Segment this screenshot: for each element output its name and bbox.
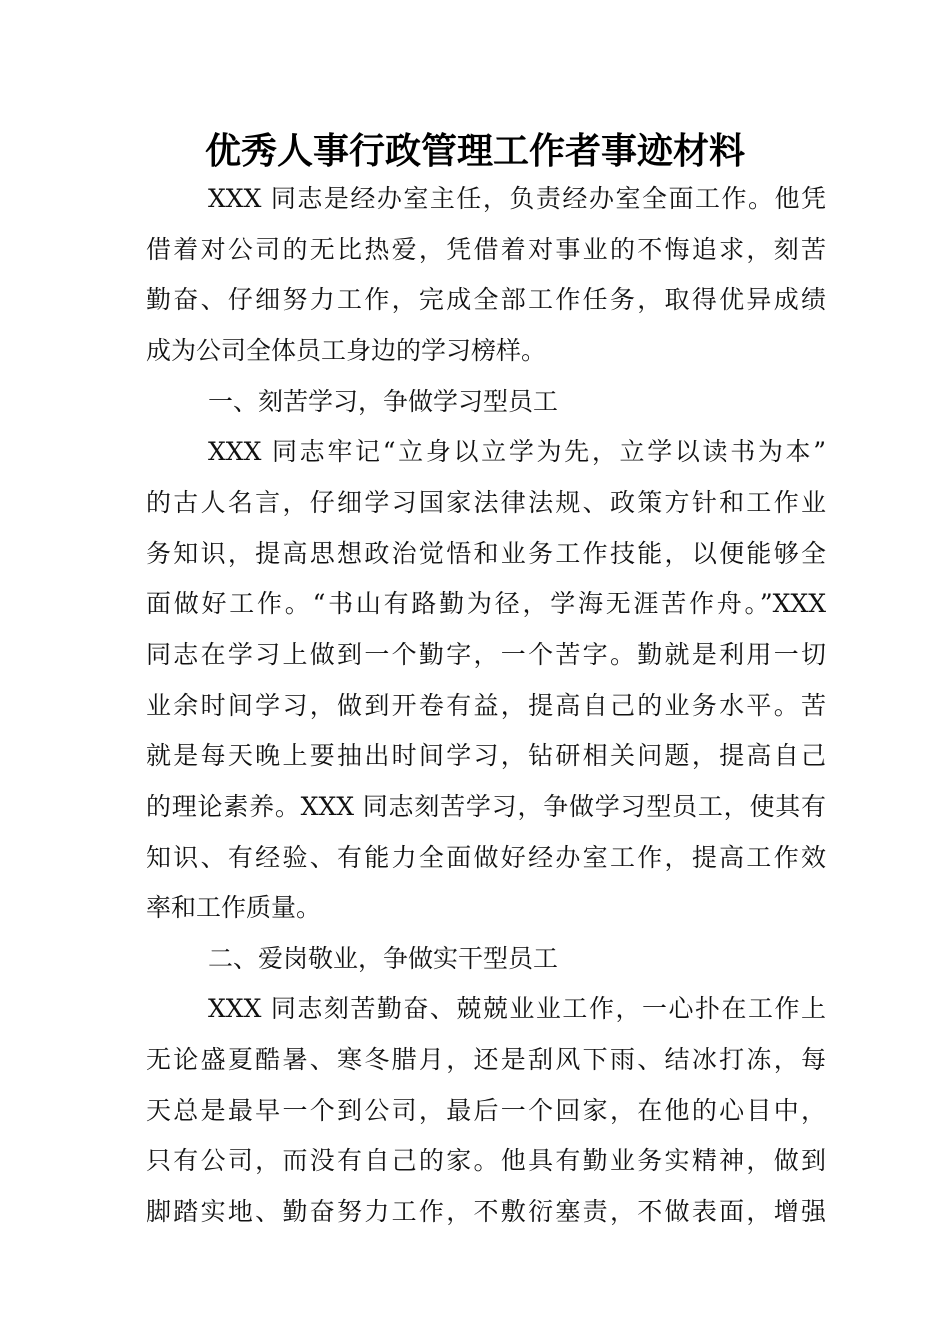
paragraph-2-line-8: 的理论素养。XXX 同志刻苦学习，争做学习型员工，使其有: [146, 792, 826, 821]
paragraph-3-line-3: 天总是最早一个到公司，最后一个回家，在他的心目中，: [146, 1096, 826, 1125]
paragraph-2-line-9: 知识、有经验、有能力全面做好经办室工作，提高工作效: [146, 843, 826, 872]
document-title: 优秀人事行政管理工作者事迹材料: [204, 130, 745, 172]
paragraph-3-line-5: 脚踏实地、勤奋努力工作，不敷衍塞责，不做表面，增强: [146, 1197, 826, 1226]
paragraph-1-line-1: XXX 同志是经办室主任，负责经办室全面工作。他凭: [208, 184, 826, 213]
paragraph-2-line-10: 率和工作质量。: [146, 893, 322, 922]
paragraph-2-line-5: 同志在学习上做到一个勤字，一个苦字。勤就是利用一切: [146, 640, 826, 669]
paragraph-1-line-3: 勤奋、仔细努力工作，完成全部工作任务，取得优异成绩: [146, 285, 826, 314]
paragraph-2-line-4: 面做好工作。“书山有路勤为径，学海无涯苦作舟。”XXX: [146, 589, 826, 618]
section-heading-1: 一、刻苦学习，争做学习型员工: [208, 387, 559, 416]
paragraph-2-line-3: 务知识，提高思想政治觉悟和业务工作技能，以便能够全: [146, 539, 826, 568]
paragraph-1-line-4: 成为公司全体员工身边的学习榜样。: [146, 336, 547, 365]
section-heading-2: 二、爱岗敬业，争做实干型员工: [208, 944, 559, 973]
paragraph-3-line-1: XXX 同志刻苦勤奋、兢兢业业工作，一心扑在工作上: [208, 994, 826, 1023]
paragraph-2-line-7: 就是每天晚上要抽出时间学习，钻研相关问题，提高自己: [146, 741, 826, 770]
paragraph-2-line-2: 的古人名言，仔细学习国家法律法规、政策方针和工作业: [146, 488, 826, 517]
paragraph-1-line-2: 借着对公司的无比热爱，凭借着对事业的不悔追求，刻苦: [146, 235, 826, 264]
paragraph-2-line-1: XXX 同志牢记“立身以立学为先，立学以读书为本”: [208, 437, 826, 466]
paragraph-3-line-4: 只有公司，而没有自己的家。他具有勤业务实精神，做到: [146, 1146, 826, 1175]
paragraph-2-line-6: 业余时间学习，做到开卷有益，提高自己的业务水平。苦: [146, 691, 826, 720]
paragraph-3-line-2: 无论盛夏酷暑、寒冬腊月，还是刮风下雨、结冰打冻，每: [146, 1045, 826, 1074]
